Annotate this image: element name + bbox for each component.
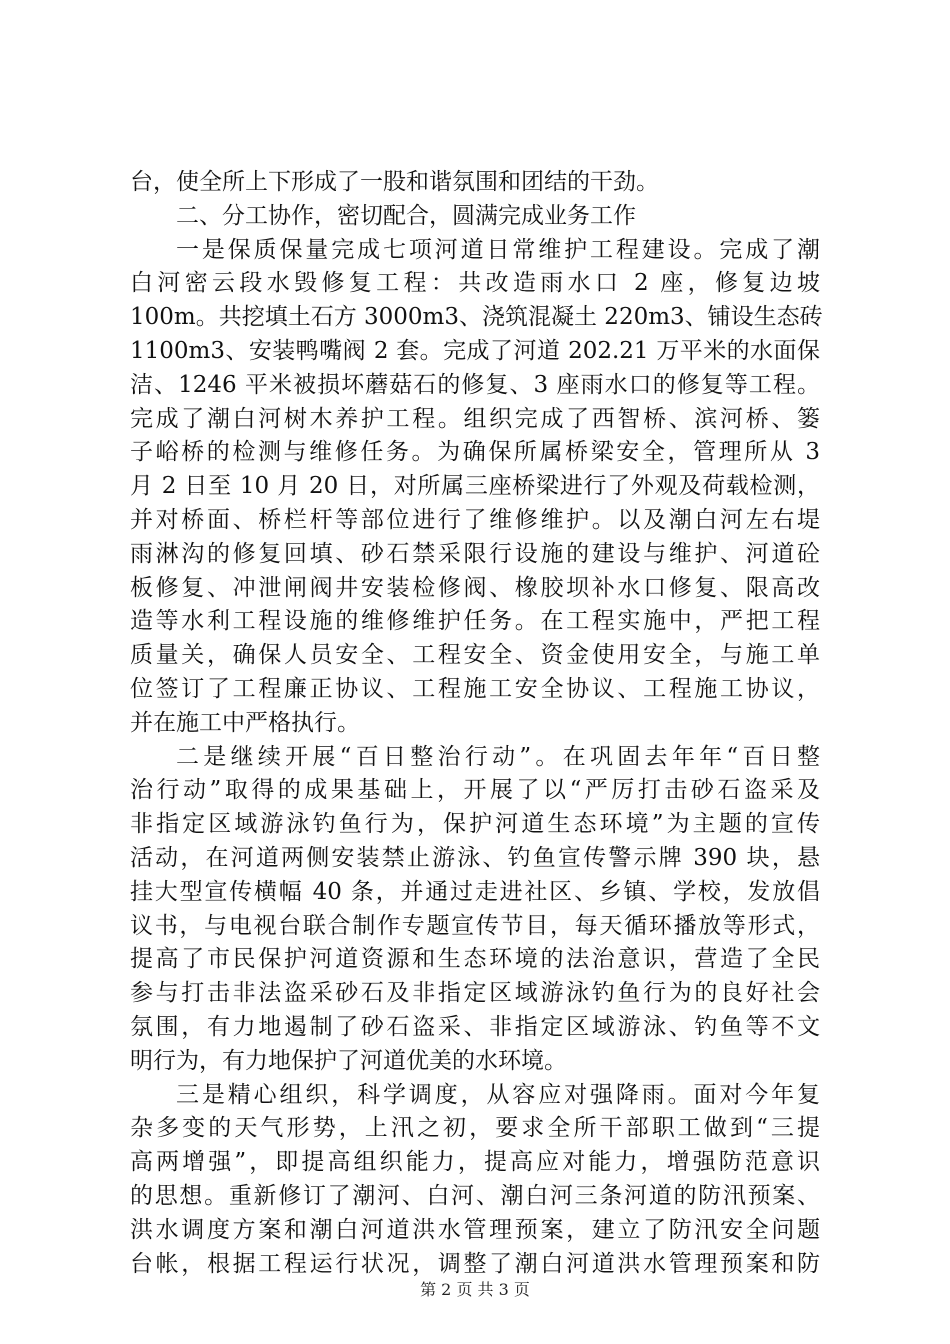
text-line: 月 2 日至 10 月 20 日，对所属三座桥梁进行了外观及荷载检测， [130, 473, 820, 500]
text-line: 质量关，确保人员安全、工程安全、资金使用安全，与施工单 [130, 642, 820, 669]
text-line: 造等水利工程设施的维修维护任务。在工程实施中，严把工程 [130, 608, 820, 635]
text-line: 明行为，有力地保护了河道优美的水环境。 [130, 1047, 567, 1074]
text-line: 100m。共挖填土石方 3000m3、浇筑混凝土 220m3、铺设生态砖 [130, 304, 823, 331]
text-line: 板修复、冲泄闸阀井安装检修阀、橡胶坝补水口修复、限高改 [130, 574, 820, 601]
text-line: 非指定区域游泳钓鱼行为，保护河道生态环境”为主题的宣传 [130, 811, 820, 838]
text-line: 一是保质保量完成七项河道日常维护工程建设。完成了潮 [176, 236, 820, 263]
text-line: 白河密云段水毁修复工程：共改造雨水口 2 座，修复边坡 [130, 270, 820, 297]
text-line: 二是继续开展“百日整治行动”。在巩固去年年“百日整 [176, 743, 820, 770]
text-line: 高两增强”，即提高组织能力，提高应对能力，增强防范意识 [130, 1149, 820, 1176]
text-line: 治行动”取得的成果基础上，开展了以“严厉打击砂石盗采及 [130, 777, 820, 804]
text-line: 活动，在河道两侧安装禁止游泳、钓鱼宣传警示牌 390 块，悬 [130, 844, 820, 871]
text-line: 台，使全所上下形成了一股和谐氛围和团结的干劲。 [130, 169, 659, 195]
text-line: 三是精心组织，科学调度，从容应对强降雨。面对今年复 [176, 1081, 820, 1108]
text-line: 台帐，根据工程运行状况，调整了潮白河道洪水管理预案和防 [130, 1250, 820, 1277]
text-line: 子峪桥的检测与维修任务。为确保所属桥梁安全，管理所从 3 [130, 439, 820, 466]
text-line: 雨淋沟的修复回填、砂石禁采限行设施的建设与维护、河道砼 [130, 540, 820, 567]
document-body [130, 166, 823, 1281]
text-line: 参与打击非法盗采砂石及非指定区域游泳钓鱼行为的良好社会 [130, 980, 820, 1007]
text-line: 提高了市民保护河道资源和生态环境的法治意识，营造了全民 [130, 946, 820, 973]
text-line: 议书，与电视台联合制作专题宣传节目，每天循环播放等形式， [130, 912, 820, 939]
text-line: 的思想。重新修订了潮河、白河、潮白河三条河道的防汛预案、 [130, 1182, 820, 1209]
text-line: 完成了潮白河树木养护工程。组织完成了西智桥、滨河桥、篓 [130, 405, 820, 432]
text-line: 并对桥面、桥栏杆等部位进行了维修维护。以及潮白河左右堤 [130, 506, 820, 533]
text-line: 1100m3、安装鸭嘴阀 2 套。完成了河道 202.21 万平米的水面保 [130, 337, 820, 364]
text-line: 二、分工协作，密切配合，圆满完成业务工作 [176, 202, 636, 229]
text-line: 氛围，有力地遏制了砂石盗采、非指定区域游泳、钓鱼等不文 [130, 1013, 820, 1040]
text-line: 挂大型宣传横幅 40 条，并通过走进社区、乡镇、学校，发放倡 [130, 878, 820, 905]
text-line: 洪水调度方案和潮白河道洪水管理预案，建立了防汛安全问题 [130, 1216, 820, 1243]
text-line: 杂多变的天气形势，上汛之初，要求全所干部职工做到“三提 [130, 1115, 820, 1142]
text-line: 位签订了工程廉正协议、工程施工安全协议、工程施工协议， [130, 675, 820, 702]
text-line: 洁、1246 平米被损坏蘑菇石的修复、3 座雨水口的修复等工程。 [130, 371, 820, 398]
page-footer: 第 2 页 共 3 页 [420, 1280, 530, 1299]
text-line: 并在施工中严格执行。 [130, 709, 360, 736]
